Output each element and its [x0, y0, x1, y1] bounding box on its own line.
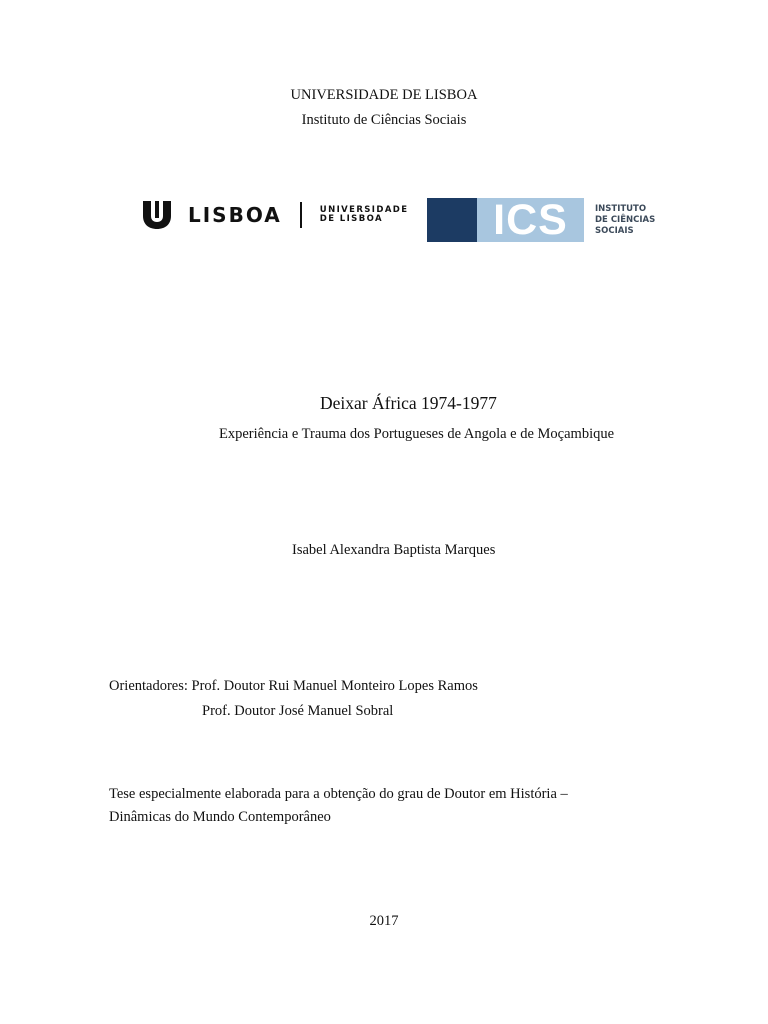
- logo-divider: [300, 202, 302, 228]
- ics-logo: [427, 198, 655, 242]
- thesis-subtitle: Experiência e Trauma dos Portugueses de Angola e de Moçambique: [219, 426, 615, 442]
- ulisboa-subtitle-line1: UNIVERSIDADE: [319, 204, 409, 215]
- ulisboa-subtitle: [320, 206, 409, 225]
- ics-letters: ICS: [493, 198, 568, 242]
- degree-statement-line1: Tese especialmente elaborada para a obtenção do grau de Doutor em História –: [109, 786, 568, 802]
- ics-name-line3: SOCIAIS: [595, 225, 634, 236]
- ulisboa-subtitle-line2: DE LISBOA: [319, 214, 383, 224]
- ics-light-block: [477, 198, 584, 242]
- year: 2017: [369, 913, 399, 929]
- u-icon: [140, 201, 174, 229]
- ulisboa-wordmark: LISBOA: [188, 203, 282, 227]
- ics-name-line2: DE CIÊNCIAS: [595, 214, 656, 225]
- institute-name: Instituto de Ciências Sociais: [301, 112, 467, 128]
- ulisboa-logo: [140, 200, 408, 230]
- thesis-title: Deixar África 1974-1977: [320, 393, 497, 413]
- ics-name: [595, 204, 655, 237]
- ics-name-line1: INSTITUTO: [595, 203, 647, 214]
- ics-dark-block: [427, 198, 477, 242]
- author-name: Isabel Alexandra Baptista Marques: [292, 542, 496, 558]
- supervisor-primary: Orientadores: Prof. Doutor Rui Manuel Monteiro Lopes Ramos: [109, 678, 478, 694]
- university-name: UNIVERSIDADE DE LISBOA: [290, 87, 478, 103]
- degree-statement-line2: Dinâmicas do Mundo Contemporâneo: [109, 809, 331, 825]
- supervisor-secondary: Prof. Doutor José Manuel Sobral: [202, 703, 394, 719]
